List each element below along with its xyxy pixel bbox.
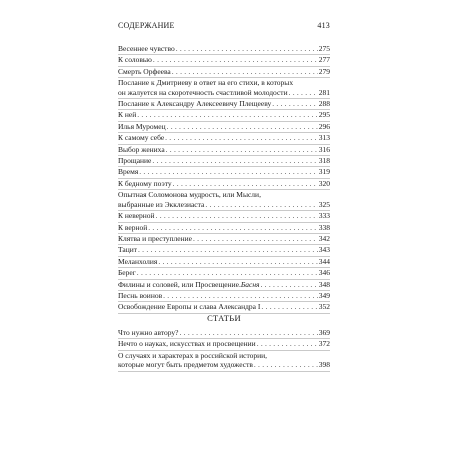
toc-entry-title: Филины и соловей, или Просвещение. [118, 279, 241, 289]
toc-entry-line [118, 190, 330, 199]
toc-entry-title: Послание к Дмитриеву в ответ на его стихи, в которых [118, 78, 294, 88]
dot-leader [173, 179, 318, 188]
toc-entry-line [118, 200, 330, 209]
dot-leader [254, 360, 318, 369]
toc-entry [118, 280, 330, 291]
toc-entry-line [118, 67, 330, 76]
toc-entry-page: 275 [318, 44, 330, 53]
toc-entry-line [118, 291, 330, 300]
toc-entry-title: Выбор жениха [118, 144, 165, 154]
toc-entry [118, 133, 330, 144]
toc-entry-line [118, 245, 330, 254]
toc-entry-line [118, 302, 330, 311]
toc-entry-page: 281 [318, 87, 330, 97]
toc-entry [118, 339, 330, 350]
toc-entry-line [118, 223, 330, 232]
toc-entry-title: К верной [118, 222, 148, 232]
toc-entry-title: выбранные из Экклезиаста [118, 199, 205, 209]
dot-leader [137, 268, 318, 277]
dot-leader [163, 291, 318, 300]
toc-entry-page: 372 [318, 339, 330, 349]
toc-poems-list [118, 44, 330, 314]
toc-entry-line [118, 351, 330, 360]
toc-entry-line [118, 360, 330, 369]
toc-entry-title: Опытная Соломонова мудрость, или Мысли, [118, 190, 261, 200]
toc-entry [118, 78, 330, 99]
dot-leader [138, 245, 318, 254]
toc-entry [118, 351, 330, 372]
toc-entry-page: 295 [318, 110, 330, 120]
toc-entry-title: Послание к Александру Алексеевичу Плещееву [118, 99, 272, 109]
toc-entry-title: К ней [118, 110, 137, 120]
toc-entry-title: Время [118, 167, 139, 177]
toc-entry-title: Песнь воинов [118, 290, 163, 300]
toc-entry-page: 313 [318, 133, 330, 143]
toc-entry-page: 348 [318, 279, 330, 289]
toc-entry-page: 349 [318, 290, 330, 300]
dot-leader [153, 55, 318, 64]
toc-entry-line [118, 55, 330, 64]
toc-entry-page: 318 [318, 156, 330, 166]
toc-entry-line [118, 145, 330, 154]
toc-entry-genre: Басня [240, 279, 260, 289]
dot-leader [137, 110, 318, 119]
toc-entry-page: 325 [318, 199, 330, 209]
toc-entry [118, 145, 330, 156]
toc-entry-title: Берег [118, 268, 136, 278]
toc-entry-title: Смерть Орфеева [118, 66, 171, 76]
toc-entry-page: 346 [318, 268, 330, 278]
toc-entry-line [118, 156, 330, 165]
toc-entry-title: К неверной [118, 211, 155, 221]
toc-entry [118, 328, 330, 339]
toc-entry-title: К бедному поэту [118, 178, 172, 188]
section-title-articles: СТАТЬИ [207, 313, 241, 323]
toc-entry [118, 99, 330, 110]
dot-leader [261, 280, 318, 289]
dot-leader [272, 99, 318, 108]
dot-leader [289, 88, 318, 97]
toc-entry [118, 190, 330, 211]
toc-entry [118, 245, 330, 256]
toc-entry-line [118, 99, 330, 108]
dot-leader [166, 145, 318, 154]
toc-entry-title: Весеннее чувство [118, 44, 175, 53]
toc-entry-page: 398 [318, 360, 330, 370]
toc-entry [118, 122, 330, 133]
toc-entry-line [118, 339, 330, 348]
toc-entry-page: 369 [318, 328, 330, 337]
toc-entry-line [118, 234, 330, 243]
toc-entry-line [118, 122, 330, 131]
dot-leader [167, 122, 318, 131]
toc-entry-title: Что нужно автору? [118, 328, 179, 337]
toc-entry-page: 320 [318, 178, 330, 188]
toc-entry-page: 344 [318, 256, 330, 266]
toc-entry [118, 55, 330, 66]
toc-entry-line [118, 328, 330, 337]
toc-entry-line [118, 257, 330, 266]
toc-entry-page: 316 [318, 144, 330, 154]
toc-entry-title: Илья Муромец [118, 121, 166, 131]
toc-entry-line [118, 133, 330, 142]
dot-leader [176, 44, 318, 53]
toc-entry [118, 223, 330, 234]
toc-entry-line [118, 44, 330, 53]
toc-entry [118, 234, 330, 245]
toc-entry [118, 179, 330, 190]
toc-entry-title: Освобождение Европы и слава Александра I [118, 302, 261, 312]
dot-leader [139, 167, 317, 176]
dot-leader [148, 223, 318, 232]
toc-entry [118, 156, 330, 167]
toc-entry-page: 333 [318, 211, 330, 221]
toc-entry-line [118, 167, 330, 176]
dot-leader [152, 156, 317, 165]
toc-articles-list [118, 328, 330, 372]
toc-entry-line [118, 280, 330, 289]
toc-entry [118, 268, 330, 279]
toc-entry [118, 167, 330, 178]
toc-entry-page: 288 [318, 99, 330, 109]
header-page-number: 413 [317, 21, 330, 30]
toc-entry-title: он жалуется на скоротечность счастливой молодости [118, 87, 288, 97]
toc-entry-title: Клятва и преступление [118, 233, 192, 243]
dot-leader [158, 257, 317, 266]
toc-entry-page: 279 [318, 66, 330, 76]
toc-entry-page: 342 [318, 233, 330, 243]
dot-leader [172, 67, 318, 76]
toc-entry-title: Меланхолия [118, 256, 158, 266]
toc-entry-page: 338 [318, 222, 330, 232]
dot-leader [180, 328, 318, 337]
toc-entry [118, 67, 330, 78]
dot-leader [257, 339, 318, 348]
header-title: СОДЕРЖАНИЕ [118, 21, 175, 30]
toc-entry-title: Тацит [118, 245, 138, 255]
toc-entry-line [118, 179, 330, 188]
toc-entry [118, 44, 330, 55]
toc-entry-page: 319 [318, 167, 330, 177]
dot-leader [156, 211, 318, 220]
toc-entry-page: 277 [318, 55, 330, 65]
toc-entry-title: К соловью [118, 55, 152, 65]
toc-entry-title: которые могут быть предметом художеств [118, 360, 253, 370]
toc-entry-page: 352 [318, 302, 330, 312]
toc-entry [118, 291, 330, 302]
dot-leader [193, 234, 318, 243]
running-header [118, 21, 330, 30]
toc-entry-title: Прощание [118, 156, 152, 166]
toc-entry-line [118, 268, 330, 277]
toc-entry [118, 110, 330, 121]
dot-leader [165, 133, 318, 142]
toc-entry-title: Нечто о науках, искусствах и просвещении [118, 339, 256, 349]
toc-entry-line [118, 88, 330, 97]
toc-entry-page: 343 [318, 245, 330, 255]
toc-entry-title: К самому себе [118, 133, 165, 143]
dot-leader [205, 200, 317, 209]
toc-entry-page: 296 [318, 121, 330, 131]
toc-entry [118, 257, 330, 268]
toc-entry-line [118, 110, 330, 119]
dot-leader [261, 302, 317, 311]
toc-entry-line [118, 211, 330, 220]
toc-entry-title: О случаях и характерах в российской истории, [118, 350, 268, 360]
toc-entry-line [118, 78, 330, 87]
toc-entry [118, 211, 330, 222]
